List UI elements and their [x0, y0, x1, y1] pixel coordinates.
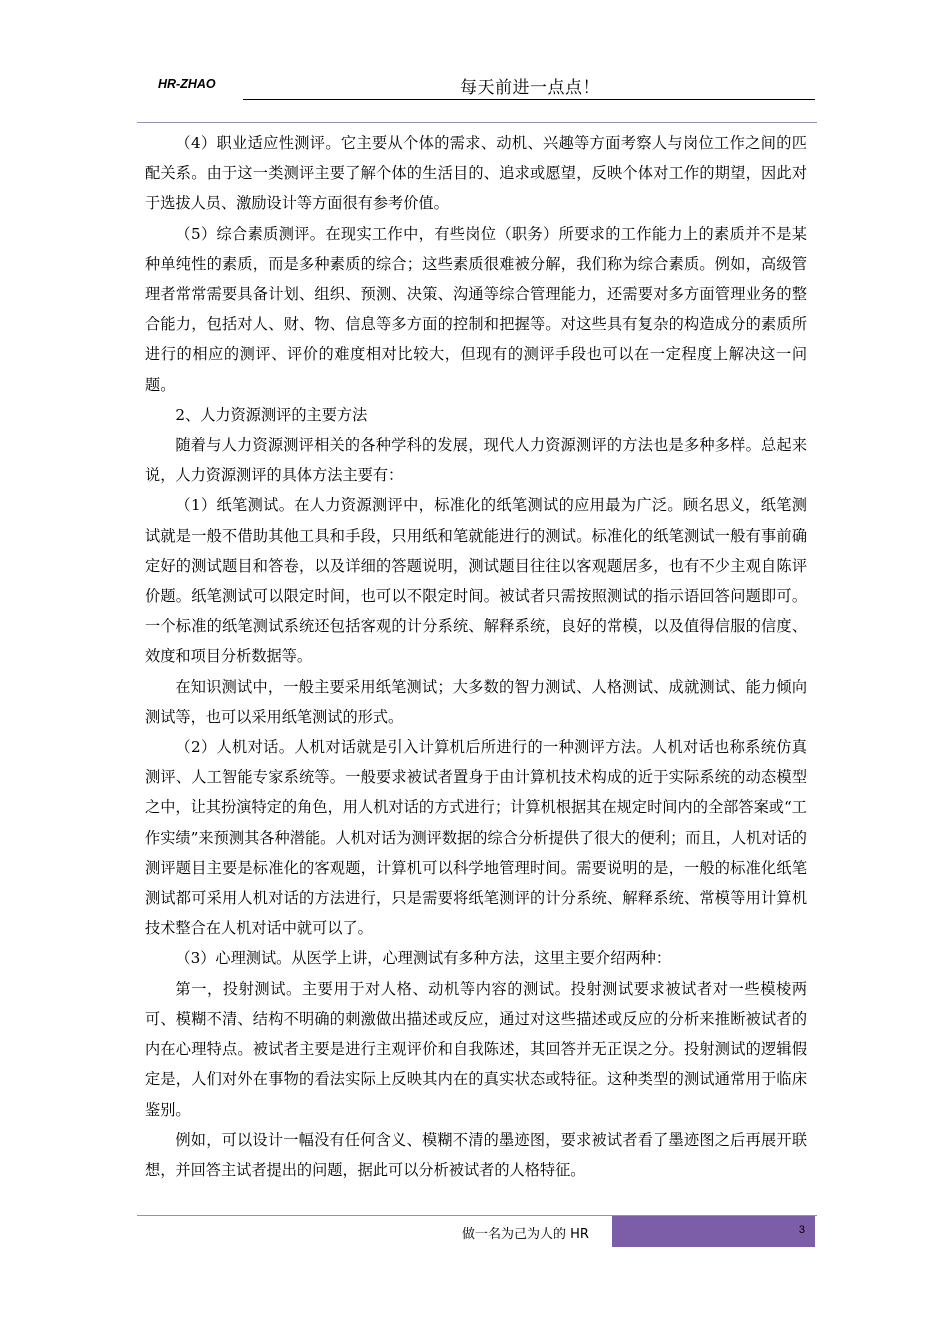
- page-header: [0, 0, 950, 130]
- paragraph-methods-intro: 随着与人力资源测评相关的各种学科的发展，现代人力资源测评的方法也是多种多样。总起来说，人力资源测评的具体方法主要有：: [145, 436, 807, 485]
- header-content-divider: [137, 122, 817, 123]
- header-title: 每天前进一点点！: [460, 78, 600, 98]
- page-number: 3: [798, 1224, 805, 1236]
- footer-slogan: 做一名为己为人的 HR: [462, 1227, 589, 1242]
- document-body: [145, 128, 807, 1185]
- footer-page-box: [612, 1216, 815, 1247]
- paragraph-knowledge-test: 在知识测试中，一般主要采用纸笔测试；大多数的智力测试、人格测试、成就测试、能力倾向测试等，也可以采用纸笔测试的形式。: [145, 677, 807, 726]
- paragraph-vocational-aptitude: （4）职业适应性测评。它主要从个体的需求、动机、兴趣等方面考察人与岗位工作之间的匹配关系。由于这一类测评主要了解个体的生活目的、追求或愿望，反映个体对工作的期望，因此对于选拔人员、激励设计等方面很有参考价值。: [145, 134, 807, 213]
- paragraph-projective-test: 第一，投射测试。主要用于对人格、动机等内容的测试。投射测试要求被试者对一些模棱两可、模糊不清、结构不明确的刺激做出描述或反应，通过对这些描述或反应的分析来推断被试者的内在心理特点。被试者主要是进行主观评价和自我陈述，其回答并无正误之分。投射测试的逻辑假定是，人们对外在事物的看法实际上反映其内在的真实状态或特征。这种类型的测试通常用于临床鉴别。: [145, 979, 807, 1119]
- paragraph-ink-blot-example: 例如，可以设计一幅没有任何含义、模糊不清的墨迹图，要求被试者看了墨迹图之后再展开联想，并回答主试者提出的问题，据此可以分析被试者的人格特征。: [145, 1130, 807, 1179]
- header-author-label: HR-ZHAO: [158, 77, 216, 91]
- section-heading-methods: 2、人力资源测评的主要方法: [175, 405, 368, 424]
- paragraph-psych-test: （3）心理测试。从医学上讲，心理测试有多种方法，这里主要介绍两种：: [175, 949, 672, 968]
- paragraph-paper-test: （1）纸笔测试。在人力资源测评中，标准化的纸笔测试的应用最为广泛。顾名思义，纸笔测试就是一般不借助其他工具和手段，只用纸和笔就能进行的测试。标准化的纸笔测试一般有事前确定好的测试题目和答卷，以及详细的答题说明，测试题目往往以客观题居多，也有不少主观自陈评价题。纸笔测试可以限定时间，也可以不限定时间。被试者只需按照测试的指示语回答问题即可。一个标准的纸笔测试系统还包括客观的计分系统、解释系统，良好的常模，以及值得信服的信度、效度和项目分析数据等。: [145, 496, 807, 666]
- header-divider: [243, 99, 815, 100]
- paragraph-human-computer: （2）人机对话。人机对话就是引入计算机后所进行的一种测评方法。人机对话也称系统仿真测评、人工智能专家系统等。一般要求被试者置身于由计算机技术构成的近于实际系统的动态模型之中，让其扮演特定的角色，用人机对话的方式进行；计算机根据其在规定时间内的全部答案或“工作实绩”来预测其各种潜能。人机对话为测评数据的综合分析提供了很大的便利；而且，人机对话的测评题目主要是标准化的客观题，计算机可以科学地管理时间。需要说明的是，一般的标准化纸笔测试都可采用人机对话的方法进行，只是需要将纸笔测评的计分系统、解释系统、常模等用计算机技术整合在人机对话中就可以了。: [145, 738, 807, 938]
- paragraph-comprehensive-quality: （5）综合素质测评。在现实工作中，有些岗位（职务）所要求的工作能力上的素质并不是某种单纯性的素质，而是多种素质的综合；这些素质很难被分解，我们称为综合素质。例如，高级管理者常常需要具备计划、组织、预测、决策、沟通等综合管理能力，还需要对多方面管理业务的整合能力，包括对人、财、物、信息等多方面的控制和把握等。对这些具有复杂的构造成分的素质所进行的相应的测评、评价的难度相对比较大，但现有的测评手段也可以在一定程度上解决这一问题。: [145, 224, 807, 394]
